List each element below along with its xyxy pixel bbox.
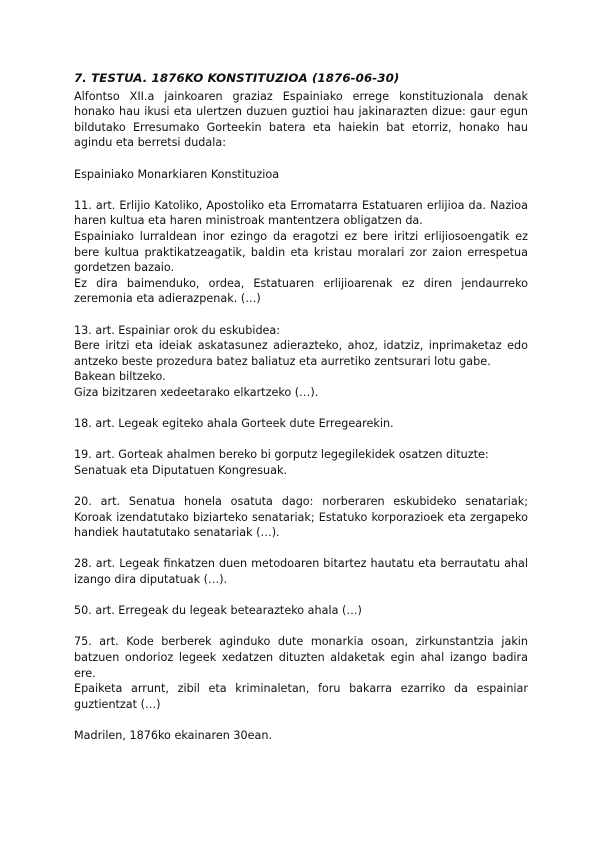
text-line: Espainiako Monarkiaren Konstituzioa (74, 167, 280, 181)
document-body (74, 71, 528, 759)
text-line: guztientzat (…) (74, 697, 161, 711)
text-line: antzeko beste prozedura batez baliatuz eta aurretiko zentsurari lotu gabe. (74, 354, 491, 368)
article-75 (74, 634, 528, 712)
text-line: 13. art. Espainiar orok du eskubidea: (74, 323, 281, 337)
article-18 (74, 416, 528, 432)
text-line: izango dira diputatuak (…). (74, 573, 228, 586)
text-line: ere. (74, 666, 96, 680)
text-line: Giza bizitzaren xedeetarako elkartzeko (…). (74, 385, 319, 399)
text-line: honako hau ikusi eta ulertzen duzuen guztioi hau jakinarazten dizue: gaur egun (74, 105, 528, 119)
article-19 (74, 447, 528, 478)
text-line: Alfontso XII.a jainkoaren graziaz Espainiako errege konstituzionala denak (74, 89, 528, 103)
text-line: 50. art. Erregeak du legeak betearazteko ahala (…) (74, 604, 362, 618)
article-11 (74, 198, 528, 307)
text-line: 28. art. Legeak finkatzen duen metodoaren bitartez hautatu eta berrautatu ahal (74, 557, 528, 571)
text-line: 20. art. Senatua honela osatuta dago: norberaren eskubideko senatariak; (74, 495, 528, 509)
text-line: Bakean biltzeko. (74, 370, 166, 384)
article-28 (74, 556, 528, 587)
text-line: Espainiako lurraldean inor ezingo da eragotzi ez bere iritzi erlijiosoengatik ez (74, 229, 528, 243)
text-line: gordetzen bazaio. (74, 261, 175, 275)
text-line: 11. art. Erlijio Katoliko, Apostoliko eta Erromatarra Estatuaren erlijioa da. Nazioa (74, 198, 528, 212)
text-line: Epaiketa arrunt, zibil eta kriminaletan, foru bakarra ezarriko da espainiar (74, 682, 528, 696)
text-line: batzuen ondorioz legeek xedatzen dituzten aldaketak egin ahal izango badira (74, 650, 528, 664)
article-20 (74, 494, 528, 541)
text-line: Madrilen, 1876ko ekainaren 30ean. (74, 728, 273, 742)
closing-date (74, 728, 528, 744)
text-line: bildutako Erresumako Gorteekin batera eta haiekin bat etorriz, honako hau (74, 120, 528, 134)
article-13 (74, 323, 528, 401)
text-line: agindu eta berretsi dudala: (74, 136, 226, 150)
text-line: handiek hautatutako senatariak (…). (74, 526, 280, 540)
text-line: bere kultua praktikatzeagatik, baldin eta kristau moralari zor zaion errespetua (74, 245, 528, 259)
document-blocks (74, 89, 528, 744)
text-line: Ez dira baimenduko, ordea, Estatuaren erlijioarenak ez diren jendaurreko (74, 276, 528, 290)
text-line: 18. art. Legeak egiteko ahala Gorteek dute Erregearekin. (74, 417, 394, 431)
intro-paragraph (74, 89, 528, 151)
constitution-heading (74, 167, 528, 183)
text-line: Senatuak eta Diputatuen Kongresuak. (74, 463, 288, 477)
text-line: Koroak izendatutako biziarteko senatariak; Estatuko korporazioek eta zergapeko (74, 510, 528, 524)
article-50 (74, 603, 528, 619)
text-line: 19. art. Gorteak ahalmen bereko bi gorputz legegilekidek osatzen dituzte: (74, 448, 489, 462)
text-line: Bere iritzi eta ideiak askatasunez adierazteko, ahoz, idatziz, inprimaketaz edo (74, 339, 528, 353)
text-line: haren kultua eta haren ministroak mantentzera obligatzen da. (74, 214, 423, 228)
text-line: zeremonia eta adierazpenak. (…) (74, 292, 261, 306)
document-title: 7. TESTUA. 1876KO KONSTITUZIOA (1876-06-30) (74, 71, 400, 85)
text-line: 75. art. Kode berberek aginduko dute monarkia osoan, zirkunstantzia jakin (74, 635, 528, 649)
